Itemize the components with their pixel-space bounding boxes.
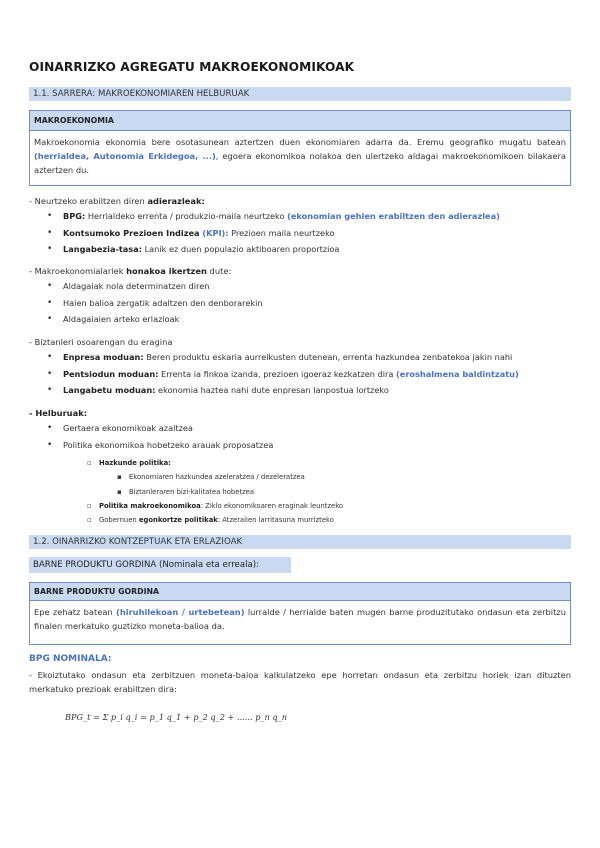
growth-policy-item: ▫ Hazkunde politika: [87, 459, 171, 467]
definition-box-macroeconomics [29, 110, 571, 186]
nominal-gdp-heading: BPG NOMINALA: [29, 654, 112, 664]
list-item: • Gertaera ekonomikoak azaltzea [47, 420, 273, 437]
bullet-icon: • [47, 368, 53, 379]
definition-box-gdp [29, 582, 571, 645]
goals-list [47, 420, 273, 453]
section-heading-1: 1.1. SARRERA: MAKROEKONOMIAREN HELBURUAK [29, 87, 571, 101]
section-heading-2: 1.2. OINARRIZKO KONTZEPTUAK ETA ERLAZIOAK [29, 535, 571, 549]
bullet-icon: • [47, 423, 53, 433]
page-title: OINARRIZKO AGREGATU MAKROEKONOMIKOAK [29, 60, 355, 74]
macro-policy-item: ▫ Politika makroekonomikoa: Ziklo ekonomikoaren eraginak leuntzeko [87, 502, 344, 510]
research-list [47, 278, 263, 328]
highlight-text: (herrialdea, Autonomia Erkidegoa, ...) [34, 151, 216, 161]
bullet-icon: • [47, 297, 53, 308]
subsection-heading: BARNE PRODUKTU GORDINA (Nominala eta erreala): [29, 557, 291, 573]
indicators-list [47, 208, 500, 258]
list-item: • Politika ekonomikoa hobetzeko arauak proposatzea [47, 437, 273, 454]
list-item: • Aldagaiak nola determinatzen diren [47, 278, 263, 295]
goals-intro: - Helburuak: [29, 408, 88, 418]
list-item: • Langabetu moduan: ekonomia haztea nahi dute enpresan lanpostua lortzeko [47, 382, 519, 399]
bullet-icon: • [47, 281, 53, 291]
bullet-icon: ▪ [117, 488, 122, 496]
bullet-icon: • [47, 439, 53, 450]
growth-policy-subitem: ▪ Ekonomiaren hazkundea azeleratzea / dezeleratzea [117, 473, 305, 481]
definition-box-title: BARNE PRODUKTU GORDINA [30, 583, 570, 601]
bullet-icon: ▫ [87, 502, 92, 510]
bullet-icon: • [47, 244, 53, 254]
bullet-icon: ▪ [117, 473, 122, 481]
list-item: • BPG: Herrialdeko errenta / produkzio-maila neurtzeko (ekonomian gehien erabiltzen den adierazlea) [47, 208, 500, 225]
list-item: • Pentsiodun moduan: Errenta ia finkoa izanda, prezioen igoeraz kezkatzen dira (eroshalmena baldintzatu) [47, 366, 519, 383]
bullet-icon: • [47, 314, 53, 324]
nominal-gdp-text: - Ekoiztutako ondasun eta zerbitzuen moneta-baioa kalkulatzeko epe horretan ondasun eta zerbitzu horiek izan dituzten merkatuko prezioak erabiltzen dira: [29, 670, 571, 694]
research-intro: - Makroekonomialariek honakoa ikertzen dute: [29, 266, 232, 276]
population-list [47, 349, 519, 399]
bullet-icon: ▫ [87, 516, 92, 524]
list-item: • Aldagaiaien arteko erlazioak [47, 311, 263, 328]
gdp-formula: BPG_t = Σ p_i q_i = p_1 q_1 + p_2 q_2 + ...... p_n q_n [65, 712, 288, 722]
stabilization-policy-item: ▫ Gobernuen egonkortze politikak: Atzeralien larritasuna murrizteko [87, 516, 334, 524]
bullet-icon: • [47, 227, 53, 238]
bullet-icon: • [47, 385, 53, 395]
definition-box-text: Makroekonomia ekonomia bere osotasunean aztertzen duen ekonomiaren adarra da. Eremu geografiko mugatu batean (herrialdea, Autonomia Erkidegoa, ...), egoera ekonomikoa nolakoa den ulertzeko aldagai makroekonomikoen bilakaera aztertzen du. [34, 137, 566, 175]
bullet-icon: • [47, 352, 53, 362]
list-item: • Langabezia-tasa: Lanik ez duen populazio aktiboaren proportzioa [47, 241, 500, 258]
list-item: • Haien balioa zergatik adaltzen den denborarekin [47, 295, 263, 312]
growth-policy-subitem: ▪ Biztanleraren bizi-kalitatea hobetzea [117, 488, 254, 496]
highlight-text: (hiruhilekoan / urtebetean) [116, 607, 245, 617]
bullet-icon: • [47, 211, 53, 221]
list-item: • Enpresa moduan: Beren produktu eskaria aurreikusten dutenean, errenta hazkundea zenbatekoa jakin nahi [47, 349, 519, 366]
definition-box-title: MAKROEKONOMIA [30, 111, 570, 131]
bullet-icon: ▫ [87, 459, 92, 467]
definition-box-text: Epe zehatz batean (hiruhilekoan / urtebetean) lurralde / herrialde baten mugen barne produzitutako ondasun eta zerbitzu finalen merkatuko guztizko moneta-balioa da. [34, 607, 566, 631]
population-intro: - Biztanleri osoarengan du eragina [29, 337, 173, 347]
list-item: • Kontsumoko Prezioen Indizea (KPI): Prezioen maila neurtzeko [47, 225, 500, 242]
indicators-intro: - Neurtzeko erabiltzen diren adierazleak: [29, 196, 205, 206]
